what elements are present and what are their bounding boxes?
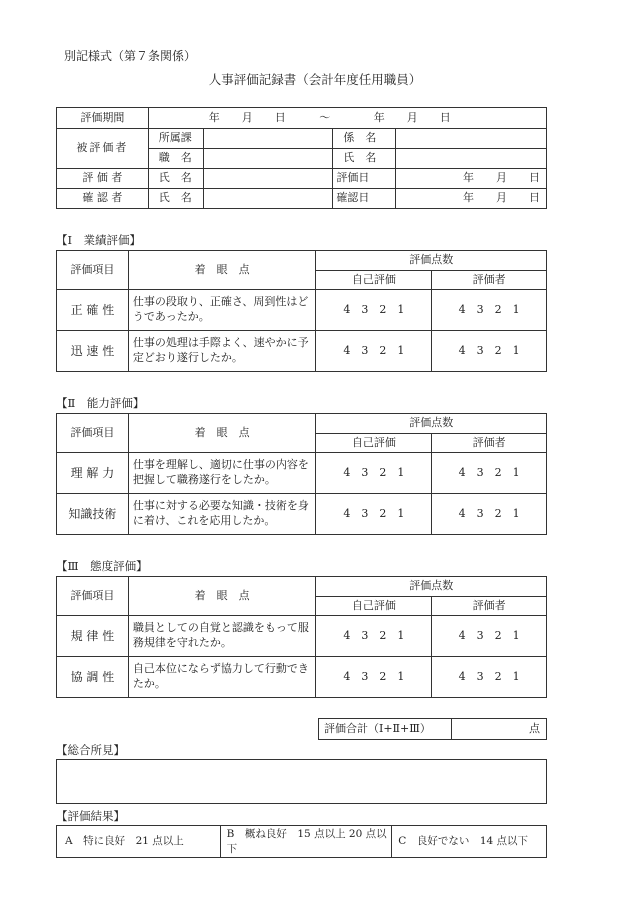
period-from: 年 月 日 [208,110,286,124]
result-option-a[interactable]: A 特に良好 21 点以上 [57,826,221,858]
item-name: 正 確 性 [57,290,129,331]
period-cell[interactable] [148,108,546,129]
evaluator-score[interactable]: 4 3 2 1 [432,616,547,657]
evaluator-name-field[interactable] [203,169,333,189]
self-header: 自己評価 [316,434,432,453]
evaluator-score[interactable]: 4 3 2 1 [432,657,547,698]
confirm-date-field[interactable]: 年 月 日 [396,189,547,209]
item-header: 評価項目 [57,414,129,453]
job-field[interactable] [203,149,333,169]
item-name: 規 律 性 [57,616,129,657]
section-2-heading: 【Ⅱ 能力評価】 [56,396,145,410]
post-label: 係 名 [333,129,396,149]
self-score[interactable]: 4 3 2 1 [316,331,432,372]
eval-date-field[interactable]: 年 月 日 [396,169,547,189]
confirmer-label: 確 認 者 [57,189,149,209]
item-name: 協 調 性 [57,657,129,698]
result-heading: 【評価結果】 [56,809,125,823]
section-1-heading: 【Ⅰ 業績評価】 [56,233,142,247]
section-3-heading: 【Ⅲ 態度評価】 [56,559,148,573]
section-2-table [56,413,547,535]
evaluator-label: 評 価 者 [57,169,149,189]
job-label: 職 名 [148,149,203,169]
point-header: 着 眼 点 [128,414,316,453]
self-score[interactable]: 4 3 2 1 [316,657,432,698]
period-tilde: ～ [319,110,331,124]
evaluatee-label: 被評価者 [57,129,149,169]
evaluator-header: 評価者 [432,434,547,453]
item-name: 知識技術 [57,494,129,535]
period-to: 年 月 日 [373,110,451,124]
point-text: 職員としての自覚と認識をもって服務規律を守れたか。 [128,616,316,657]
self-score[interactable]: 4 3 2 1 [316,290,432,331]
evaluator-score[interactable]: 4 3 2 1 [432,453,547,494]
header-table [56,107,547,209]
section-3-table [56,576,547,698]
section-1-table [56,250,547,372]
post-field[interactable] [396,129,547,149]
name-field[interactable] [396,149,547,169]
evaluator-score[interactable]: 4 3 2 1 [432,331,547,372]
period-label: 評価期間 [57,108,149,129]
overall-comment-field[interactable] [56,759,547,804]
result-option-c[interactable]: C 良好でない 14 点以下 [392,826,547,858]
name-label: 氏 名 [333,149,396,169]
page-title: 人事評価記録書（会計年度任用職員） [208,72,422,87]
confirm-date-label: 確認日 [333,189,396,209]
point-text: 仕事の段取り、正確さ、周到性はどうであったか。 [128,290,316,331]
point-header: 着 眼 点 [128,251,316,290]
evaluator-name-label: 氏 名 [148,169,203,189]
item-name: 理 解 力 [57,453,129,494]
self-header: 自己評価 [316,597,432,616]
evaluator-score[interactable]: 4 3 2 1 [432,290,547,331]
point-text: 仕事を理解し、適切に仕事の内容を把握して職務遂行をしたか。 [128,453,316,494]
evaluator-header: 評価者 [432,271,547,290]
total-field[interactable]: 点 [451,719,546,740]
evaluator-score[interactable]: 4 3 2 1 [432,494,547,535]
self-score[interactable]: 4 3 2 1 [316,616,432,657]
evaluator-header: 評価者 [432,597,547,616]
self-header: 自己評価 [316,271,432,290]
point-header: 着 眼 点 [128,577,316,616]
item-header: 評価項目 [57,577,129,616]
total-label: 評価合計（Ⅰ+Ⅱ+Ⅲ） [319,719,452,740]
form-label: 別記様式（第７条関係） [64,49,197,63]
item-header: 評価項目 [57,251,129,290]
point-text: 自己本位にならず協力して行動できたか。 [128,657,316,698]
confirmer-name-field[interactable] [203,189,333,209]
total-table [318,718,547,740]
point-text: 仕事に対する必要な知識・技術を身に着け、これを応用したか。 [128,494,316,535]
point-text: 仕事の処理は手際よく、速やかに予定どおり遂行したか。 [128,331,316,372]
score-header: 評価点数 [316,414,547,434]
dept-label: 所属課 [148,129,203,149]
confirmer-name-label: 氏 名 [148,189,203,209]
self-score[interactable]: 4 3 2 1 [316,494,432,535]
self-score[interactable]: 4 3 2 1 [316,453,432,494]
dept-field[interactable] [203,129,333,149]
result-option-b[interactable]: B 概ね良好 15 点以上 20 点以下 [220,826,392,858]
score-header: 評価点数 [316,577,547,597]
eval-date-label: 評価日 [333,169,396,189]
item-name: 迅 速 性 [57,331,129,372]
score-header: 評価点数 [316,251,547,271]
overall-heading: 【総合所見】 [56,743,125,757]
result-table [56,825,547,858]
